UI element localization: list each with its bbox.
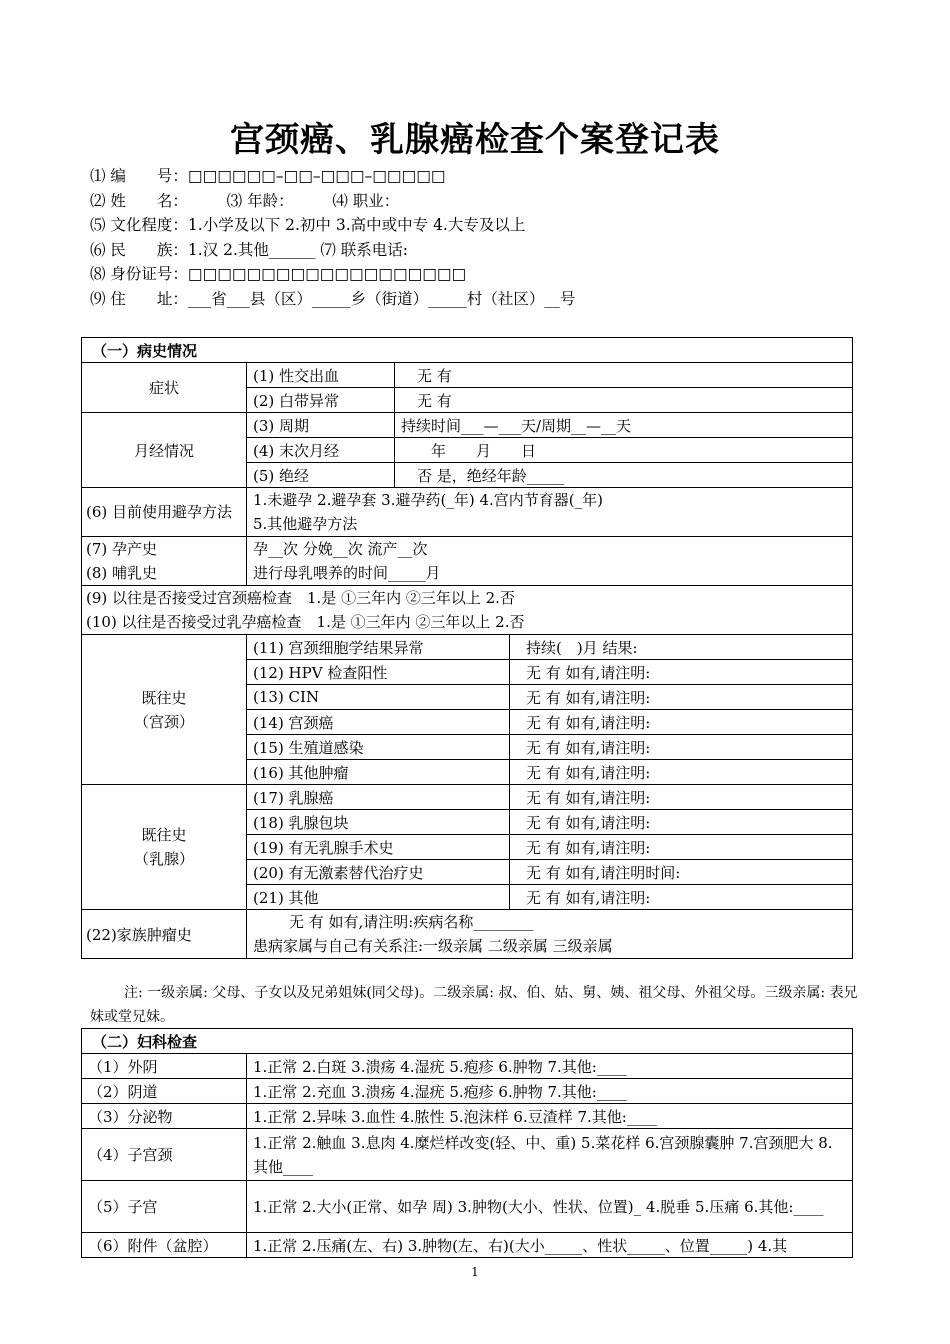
exam-label: （5）子宫 [82, 1181, 247, 1233]
menses-item: (5) 绝经 [247, 463, 395, 488]
menses-option[interactable]: 否 是，绝经年龄_____ [395, 463, 853, 488]
breast-history-label: 既往史 [141, 826, 187, 844]
gynecological-exam-table [81, 1028, 853, 1258]
history-option[interactable]: 持续( )月 结果: [510, 635, 853, 660]
exam-options[interactable]: 1.正常 2.压痛(左、右) 3.肿物(左、右)(大小_____、性状_____、位置_____) 4.其 [247, 1233, 853, 1258]
history-item: (16) 其他肿瘤 [247, 760, 510, 785]
exam-label: （1）外阴 [82, 1054, 247, 1079]
exam-label: （3）分泌物 [82, 1104, 247, 1129]
header-fields [90, 164, 575, 311]
section-title: （一）病史情况 [82, 338, 853, 363]
history-item: (14) 宫颈癌 [247, 710, 510, 735]
cervix-history-sublabel: （宫颈） [133, 712, 194, 731]
menses-item: (4) 末次月经 [247, 438, 395, 463]
cervix-history-label: 既往史 [141, 688, 187, 707]
breastfeeding-history-fields[interactable]: 进行母乳喂养的时间_____月 [253, 564, 441, 582]
menses-item: (3) 周期 [247, 413, 395, 438]
exam-options[interactable]: 1.正常 2.充血 3.溃疡 4.湿疣 5.疱疹 6.肿物 7.其他:____ [247, 1079, 853, 1104]
family-history-label: (22)家族肿瘤史 [82, 910, 247, 959]
history-item: (15) 生殖道感染 [247, 735, 510, 760]
menses-label: 月经情况 [82, 413, 247, 488]
contraception-options-line2[interactable]: 5.其他避孕方法 [253, 515, 358, 533]
field-ethnicity-phone[interactable]: ⑹ 民 族：1.汉 2.其他______ ⑺ 联系电话: [90, 240, 409, 259]
contraception-label: (6) 目前使用避孕方法 [82, 488, 247, 537]
symptom-item: (2) 白带异常 [247, 388, 395, 413]
relative-note: 注: 一级亲属: 父母、子女以及兄弟姐妹(同父母)。二级亲属: 叔、伯、姑、舅、姨、祖父母、外祖父母。三级亲属: 表兄妹或堂兄妹。 [90, 985, 858, 1025]
history-option[interactable]: 无 有 如有,请注明: [510, 760, 853, 785]
history-item: (19) 有无乳腺手术史 [247, 835, 510, 860]
exam-options[interactable]: 1.正常 2.白斑 3.溃疡 4.湿疣 5.疱疹 6.肿物 7.其他:____ [247, 1054, 853, 1079]
symptom-item: (1) 性交出血 [247, 363, 395, 388]
history-item: (20) 有无激素替代治疗史 [247, 860, 510, 885]
history-option[interactable]: 无 有 如有,请注明: [510, 710, 853, 735]
contraception-options-line1[interactable]: 1.未避孕 2.避孕套 3.避孕药(_年) 4.宫内节育器(_年) [253, 491, 603, 509]
pregnancy-history-fields[interactable]: 孕__次 分娩__次 流产__次 [253, 540, 428, 558]
symptom-option[interactable]: 无 有 [395, 388, 853, 413]
page-number: 1 [471, 1265, 479, 1279]
history-option[interactable]: 无 有 如有,请注明时间: [510, 860, 853, 885]
history-item: (13) CIN [247, 685, 510, 710]
pregnancy-history-label: (7) 孕产史 [86, 540, 158, 558]
section-title: （二）妇科检查 [82, 1029, 853, 1054]
field-address[interactable]: ⑼ 住 址：___省___县（区）_____乡（街道）_____村（社区）__号 [90, 289, 576, 308]
symptom-option[interactable]: 无 有 [395, 363, 853, 388]
breast-history-sublabel: （乳腺） [133, 850, 194, 868]
menses-option[interactable]: 持续时间___—___天/周期__—__天 [395, 413, 853, 438]
history-option[interactable]: 无 有 如有,请注明: [510, 885, 853, 910]
exam-options[interactable]: 1.正常 2.大小(正常、如孕 周) 3.肿物(大小、性状、位置)_ 4.脱垂 5.压痛 6.其他:____ [247, 1181, 853, 1233]
history-option[interactable]: 无 有 如有,请注明: [510, 685, 853, 710]
family-history-disease[interactable]: 无 有 如有,请注明:疾病名称________ [289, 913, 534, 931]
field-bianhao[interactable]: ⑴ 编 号：□□□□□□–□□–□□□–□□□□□ [90, 167, 446, 185]
history-item: (11) 宫颈细胞学结果异常 [247, 635, 510, 660]
family-history-relation[interactable]: 患病家属与自己有关系注:一级亲属 二级亲属 三级亲属 [253, 937, 613, 955]
history-option[interactable]: 无 有 如有,请注明: [510, 785, 853, 810]
history-option[interactable]: 无 有 如有,请注明: [510, 735, 853, 760]
history-item: (21) 其他 [247, 885, 510, 910]
exam-label: （2）阴道 [82, 1079, 247, 1104]
field-name-age-job[interactable]: ⑵ 姓 名： ⑶ 年龄： ⑷ 职业： [90, 191, 400, 210]
history-option[interactable]: 无 有 如有,请注明: [510, 835, 853, 860]
medical-history-table [81, 337, 853, 959]
history-option[interactable]: 无 有 如有,请注明: [510, 660, 853, 685]
history-item: (18) 乳腺包块 [247, 810, 510, 835]
field-education[interactable]: ⑸ 文化程度：1.小学及以下 2.初中 3.高中或中专 4.大专及以上 [90, 216, 526, 234]
exam-label: （4）子宫颈 [82, 1129, 247, 1181]
cervical-screening-question[interactable]: (9) 以往是否接受过宫颈癌检查 1.是 ①三年内 ②三年以上 2.否 [86, 589, 515, 607]
exam-label: （6）附件（盆腔） [82, 1233, 247, 1258]
breast-screening-question[interactable]: (10) 以往是否接受过乳孕癌检查 1.是 ①三年内 ②三年以上 2.否 [86, 613, 525, 631]
exam-options[interactable]: 1.正常 2.异味 3.血性 4.脓性 5.泡沫样 6.豆渣样 7.其他:____ [247, 1104, 853, 1129]
symptoms-label: 症状 [82, 363, 247, 413]
history-option[interactable]: 无 有 如有,请注明: [510, 810, 853, 835]
breastfeeding-history-label: (8) 哺乳史 [86, 564, 158, 582]
form-title: 宫颈癌、乳腺癌检查个案登记表 [230, 120, 720, 160]
field-idcard[interactable]: ⑻ 身份证号：□□□□□□□□□□□□□□□□□□□ [90, 265, 467, 283]
menses-option[interactable]: 年 月 日 [395, 438, 853, 463]
history-item: (17) 乳腺癌 [247, 785, 510, 810]
history-item: (12) HPV 检查阳性 [247, 660, 510, 685]
exam-options[interactable]: 1.正常 2.触血 3.息肉 4.糜烂样改变(轻、中、重) 5.菜花样 6.宫颈腺囊肿 7.宫颈肥大 8.其他____ [247, 1129, 853, 1181]
